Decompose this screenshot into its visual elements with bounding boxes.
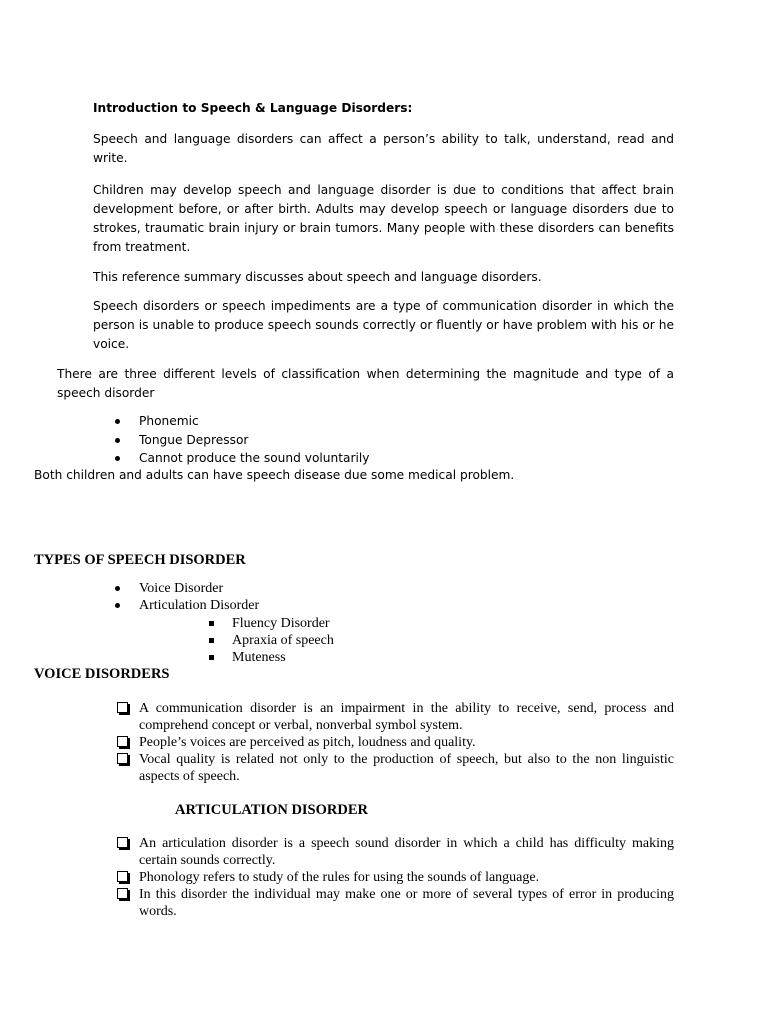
classification-list (114, 412, 514, 468)
list-item: People’s voices are perceived as pitch, loudness and quality. (116, 734, 674, 751)
articulation-list (116, 835, 674, 920)
list-item: In this disorder the individual may make one or more of several types of error in producing words. (116, 886, 674, 920)
intro-paragraph-1: Speech and language disorders can affect a person’s ability to talk, understand, read and write. (93, 132, 674, 165)
list-item: Muteness (208, 649, 508, 666)
intro-paragraph-2: Children may develop speech and language disorder is due to conditions that affect brain development before, or after birth. Adults may develop speech or language disorders due to strokes, traumatic brain injury or brain tumors. Many people with these disorders can benefits from treatment. (93, 183, 674, 254)
list-item: Articulation Disorder (114, 597, 514, 614)
list-item: Voice Disorder (114, 580, 514, 597)
types-list (114, 580, 514, 614)
intro-heading: Introduction to Speech & Language Disorders: (93, 101, 413, 115)
list-item: Phonemic (114, 412, 514, 431)
classification-paragraph: There are three different levels of classification when determining the magnitude and type of a speech disorder (57, 367, 674, 400)
types-heading: TYPES OF SPEECH DISORDER (34, 552, 246, 568)
list-item: Apraxia of speech (208, 632, 508, 649)
list-item: Tongue Depressor (114, 431, 514, 450)
list-item: Phonology refers to study of the rules for using the sounds of language. (116, 869, 674, 886)
list-item: Cannot produce the sound voluntarily (114, 449, 514, 468)
classification-note: Both children and adults can have speech disease due some medical problem. (34, 468, 515, 482)
intro-paragraph-3: This reference summary discusses about speech and language disorders. (93, 270, 542, 284)
voice-list (116, 700, 674, 785)
list-item: A communication disorder is an impairment in the ability to receive, send, process and comprehend concept or verbal, nonverbal symbol system. (116, 700, 674, 734)
types-sublist (208, 615, 508, 666)
list-item: Vocal quality is related not only to the production of speech, but also to the non linguistic aspects of speech. (116, 751, 674, 785)
list-item: Fluency Disorder (208, 615, 508, 632)
articulation-heading: ARTICULATION DISORDER (175, 802, 368, 818)
voice-heading: VOICE DISORDERS (34, 666, 170, 682)
list-item: An articulation disorder is a speech sound disorder in which a child has difficulty making certain sounds correctly. (116, 835, 674, 869)
intro-paragraph-4: Speech disorders or speech impediments are a type of communication disorder in which the person is unable to produce speech sounds correctly or fluently or have problem with his or he voice. (93, 299, 674, 351)
